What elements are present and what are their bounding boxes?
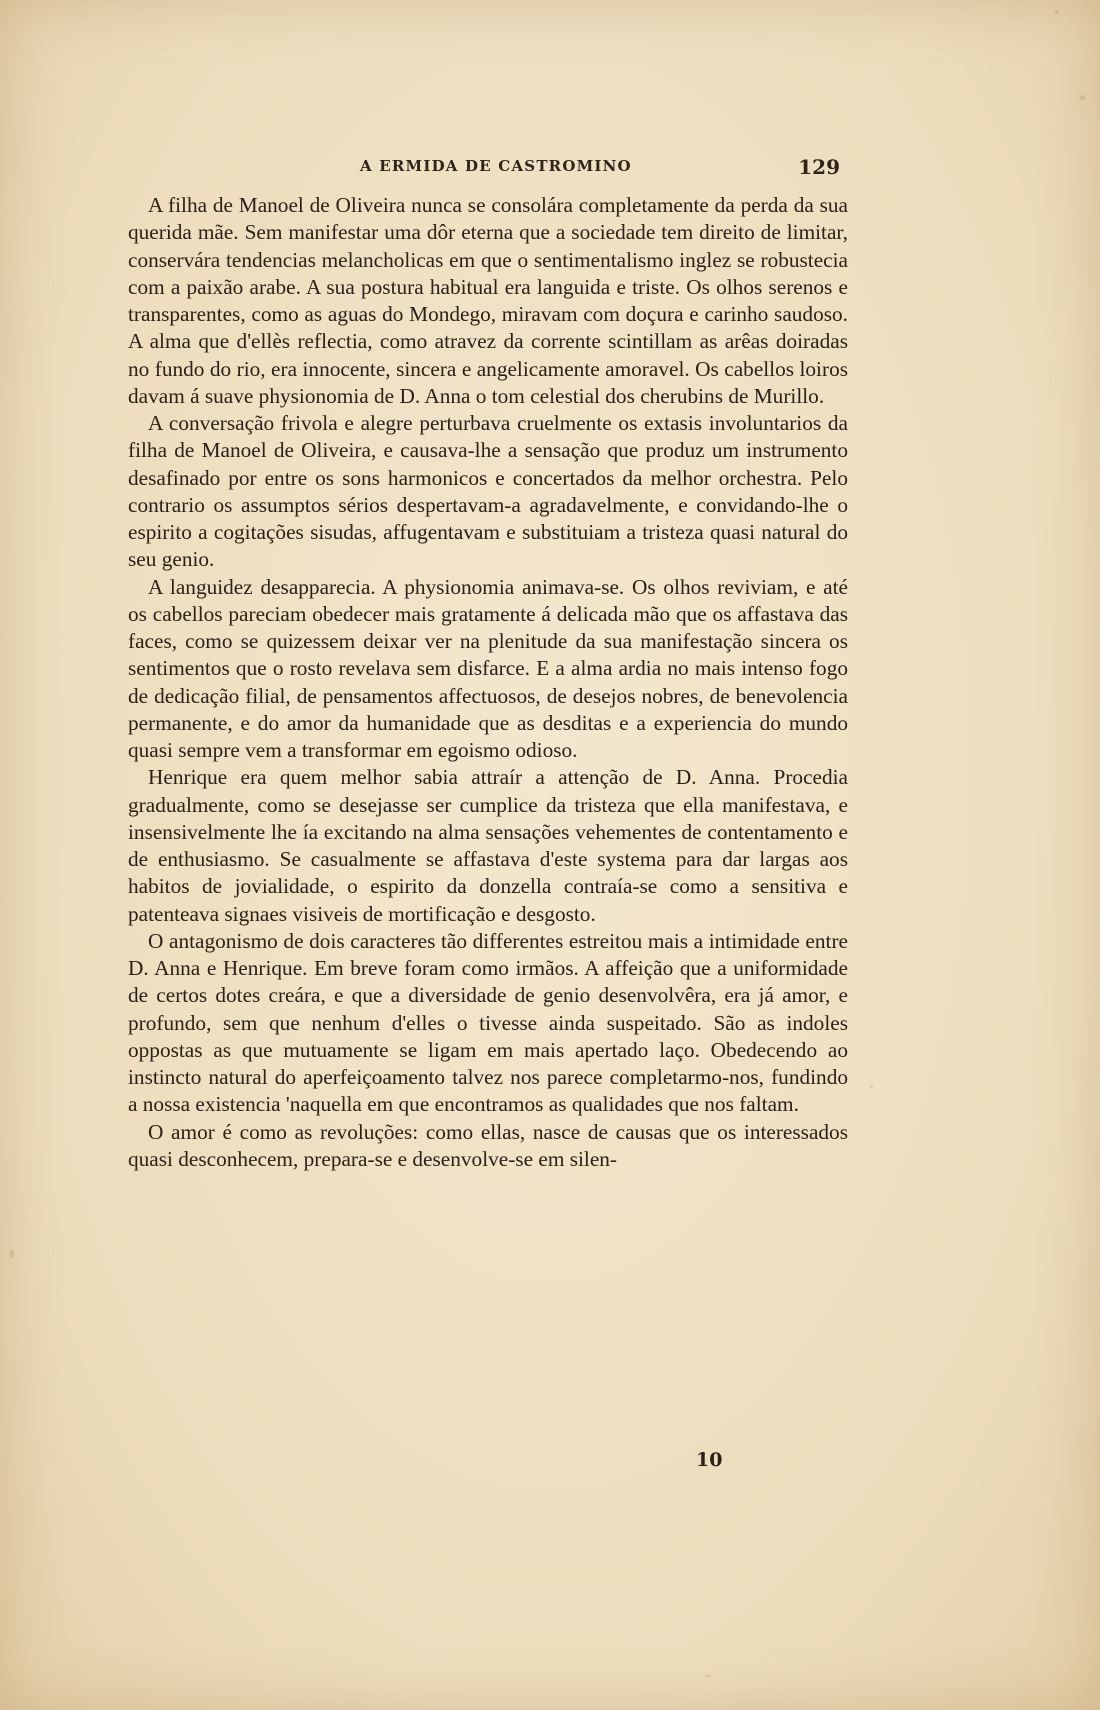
paragraph: A filha de Manoel de Oliveira nunca se consolára completamente da perda da sua querida mãe. Sem manifestar uma dôr eterna que a sociedade tem direito de limitar, conservára tendencias melancholicas em que o sentimentalismo inglez se robustecia com a paixão arabe. A sua postura habitual era languida e triste. Os olhos serenos e transparentes, como as aguas do Mondego, miravam com doçura e carinho saudoso. A alma que d'ellès reflectia, como atravez da corrente scintillam as arêas doiradas no fundo do rio, era innocente, sincera e angelicamente amoravel. Os cabellos loiros davam á suave physionomia de D. Anna o tom celestial dos cherubins de Murillo.: [128, 193, 848, 408]
paragraph: Henrique era quem melhor sabia attraír a attenção de D. Anna. Procedia gradualmente, como se desejasse ser cumplice da tristeza que ella manifestava, e insensivelmente lhe ía excitando na alma sensações vehementes de contentamento e de enthusiasmo. Se casualmente se affastava d'este systema para dar largas aos habitos de jovialidade, o espirito da donzella contraía-se como a sensitiva e patenteava signaes visiveis de mortificação e desgosto.: [128, 765, 848, 926]
page-number: 129: [798, 155, 840, 179]
page-header: [128, 155, 848, 183]
paragraph: O amor é como as revoluções: como ellas, nasce de causas que os interessados quasi desconhecem, prepara-se e desenvolve-se em silen-: [128, 1119, 848, 1171]
paragraph: O antagonismo de dois caracteres tão differentes estreitou mais a intimidade entre D. Anna e Henrique. Em breve foram como irmãos. A affeição que a uniformidade de certos dotes creára, e que a diversidade de genio desenvolvêra, era já amor, e profundo, sem que nenhum d'elles o tivesse ainda suspeitado. São as indoles oppostas as que mutuamente se ligam em mais apertado laço. Obedecendo ao instincto natural do aperfeiçoamento talvez nos parece completarmo-nos, fundindo a nossa existencia 'naquella em que encontramos as qualidades que nos faltam.: [128, 928, 848, 1117]
paper-stain: [705, 1675, 711, 1677]
paper-stain: [870, 1085, 873, 1088]
body-text: [128, 192, 848, 1173]
paper-stain: [1055, 10, 1059, 14]
paragraph: A languidez desapparecia. A physionomia animava-se. Os olhos reviviam, e até os cabellos pareciam obedecer mais gratamente á delicada mão que os affastava das faces, como se quizessem deixar ver na plenitude da sua manifestação sincera os sentimentos que o rosto revelava sem disfarce. E a alma ardia no mais intenso fogo de dedicação filial, de pensamentos affectuosos, de desejos nobres, de benevolencia permanente, e do amor da humanidade que as desditas e a experiencia do mundo quasi sempre vem a transformar em egoismo odioso.: [128, 574, 848, 762]
running-title: A ERMIDA DE CASTROMINO: [360, 157, 632, 175]
signature-mark: 10: [696, 1449, 723, 1471]
paragraph: A conversação frivola e alegre perturbava cruelmente os extasis involuntarios da filha de Manoel de Oliveira, e causava-lhe a sensação que produz um instrumento desafinado por entre os sons harmonicos e concertados da melhor orchestra. Pelo contrario os assumptos sérios despertavam-a agradavelmente, e convidando-lhe o espirito a cogitações sisudas, affugentavam e substituiam a tristeza quasi natural do seu genio.: [128, 411, 848, 572]
paper-stain: [10, 1250, 14, 1258]
paper-stain: [1080, 95, 1085, 100]
